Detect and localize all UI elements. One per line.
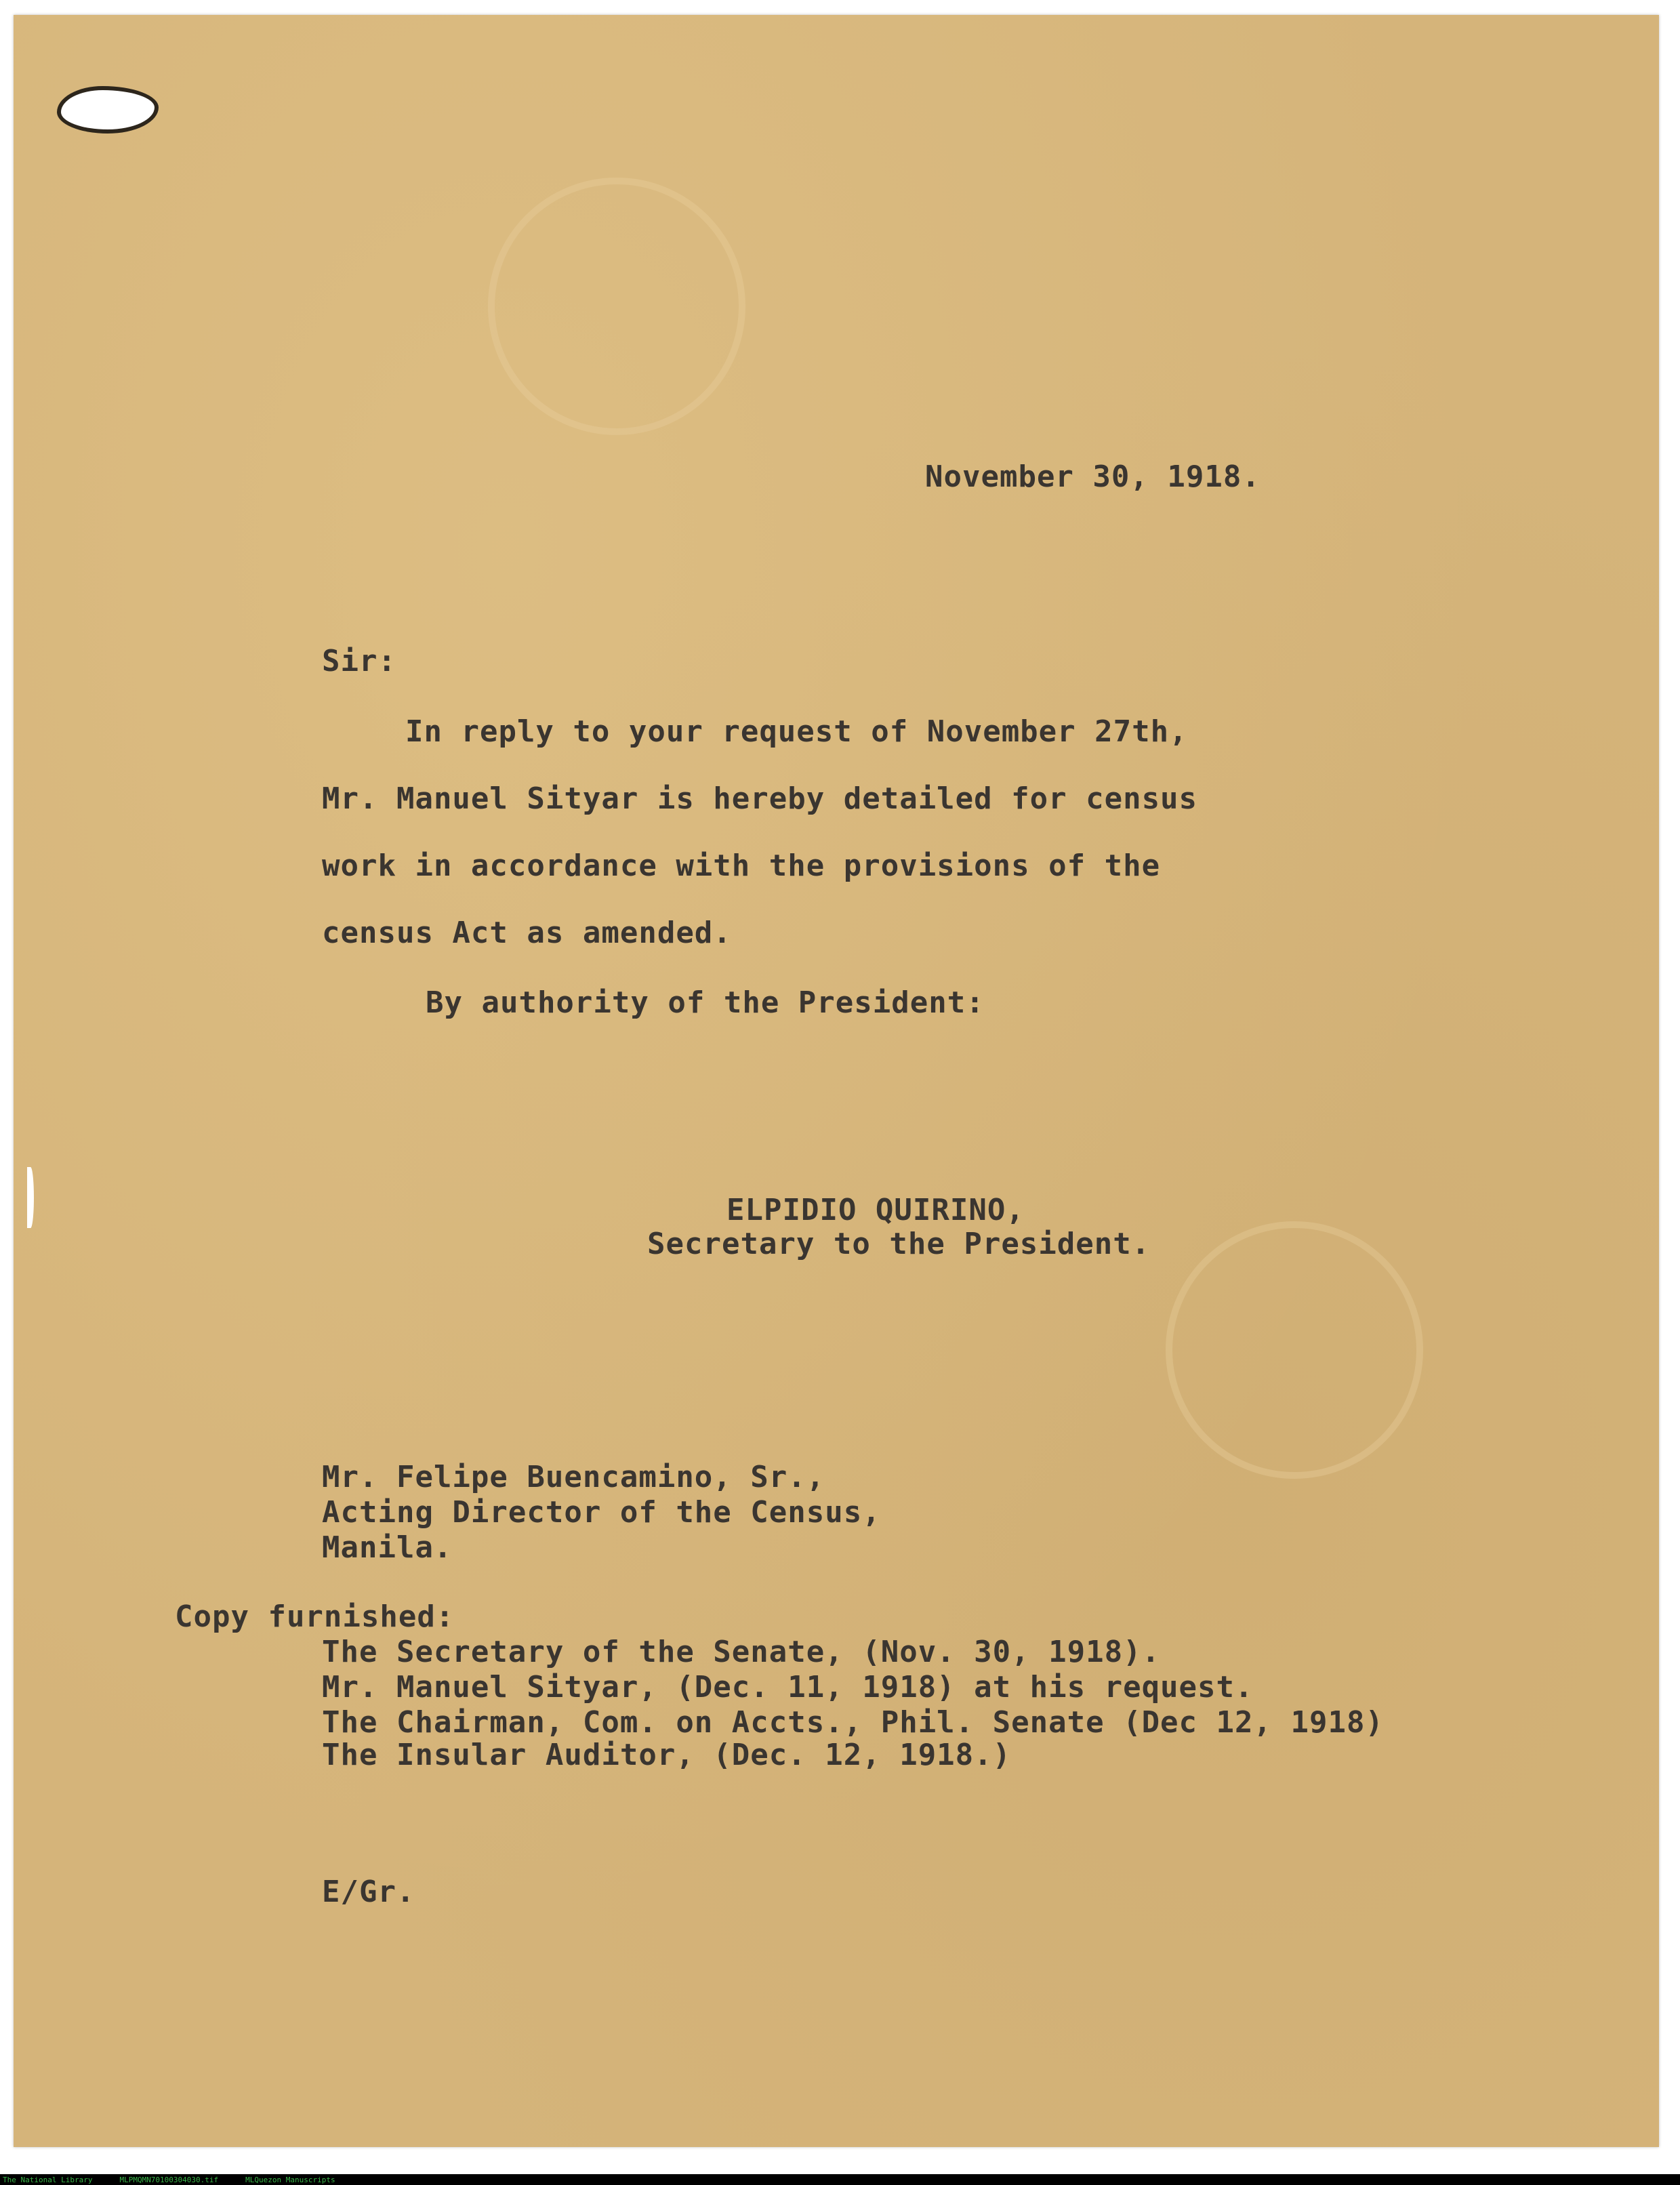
authority-line: By authority of the President: (426, 985, 985, 1020)
signature-name: ELPIDIO QUIRINO, (726, 1193, 1025, 1227)
footer-file: MLPMQMN70100304030.tif (119, 2175, 219, 2184)
letter-date: November 30, 1918. (925, 460, 1261, 494)
body-line: work in accordance with the provisions of the (322, 849, 1161, 883)
watermark-seal (488, 178, 745, 435)
copy-line: The Secretary of the Senate, (Nov. 30, 1918). (322, 1635, 1161, 1669)
letter-page (14, 15, 1659, 2147)
addressee-line: Mr. Felipe Buencamino, Sr., (322, 1460, 825, 1494)
paper-tear (27, 1167, 34, 1228)
punched-hole (57, 86, 159, 134)
copy-line: The Insular Auditor, (Dec. 12, 1918.) (322, 1738, 1012, 1772)
copy-line: Mr. Manuel Sityar, (Dec. 11, 1918) at his request. (322, 1670, 1254, 1704)
watermark-seal (1166, 1221, 1423, 1479)
body-line: In reply to your request of November 27th, (405, 714, 1188, 749)
footer-library: The National Library (3, 2175, 93, 2184)
scan-footer (0, 2174, 1680, 2185)
addressee-line: Manila. (322, 1530, 453, 1565)
body-line: census Act as amended. (322, 916, 732, 950)
salutation: Sir: (322, 644, 396, 678)
body-line: Mr. Manuel Sityar is hereby detailed for census (322, 781, 1198, 816)
addressee-line: Acting Director of the Census, (322, 1495, 881, 1530)
copy-heading: Copy furnished: (175, 1599, 455, 1634)
footer-collection: MLQuezon Manuscripts (245, 2175, 335, 2184)
signature-title: Secretary to the President. (647, 1227, 1151, 1261)
typist-initials: E/Gr. (322, 1875, 415, 1909)
copy-line: The Chairman, Com. on Accts., Phil. Senate (Dec 12, 1918) (322, 1705, 1384, 1740)
